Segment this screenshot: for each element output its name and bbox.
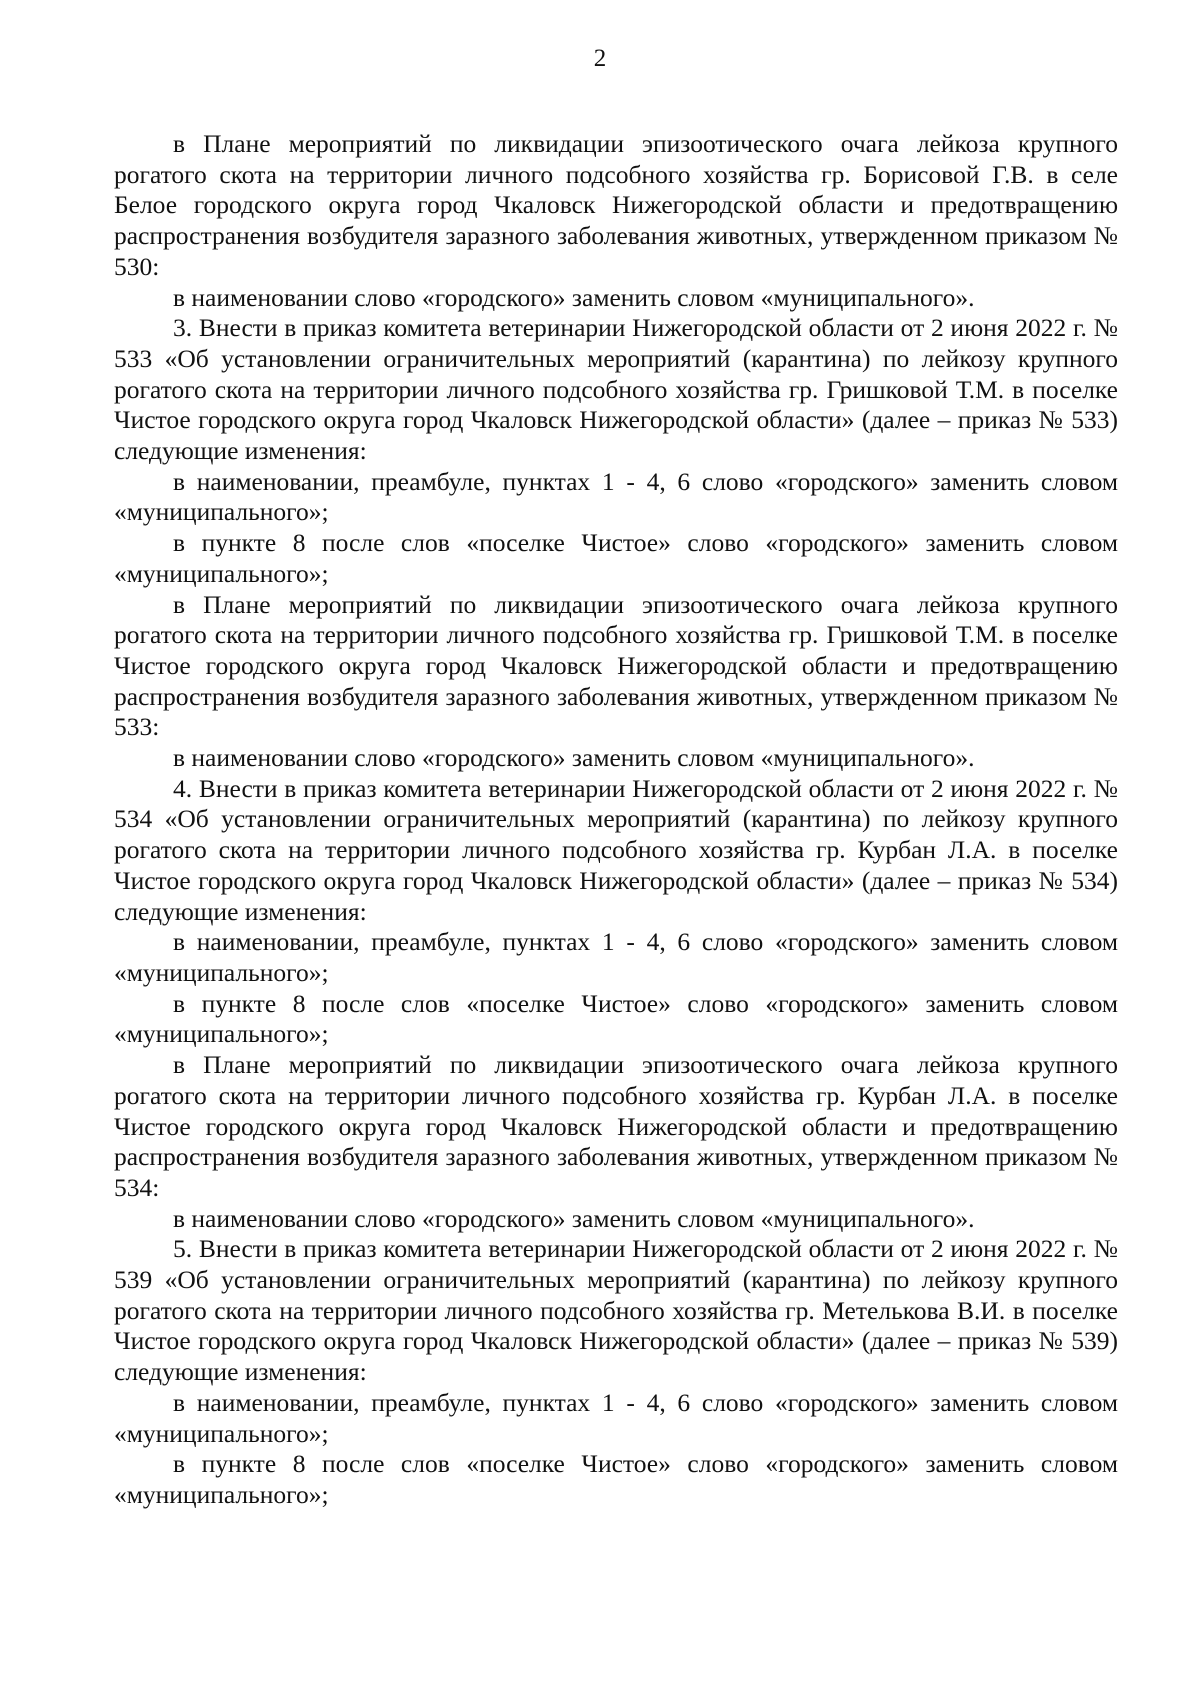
paragraph: в наименовании слово «городского» заменить словом «муниципального».	[173, 1203, 975, 1233]
page-number: 2	[593, 45, 607, 72]
paragraph: в пункте 8 после слов «поселке Чистое» слово «городского» заменить словом «муниципального»;	[114, 528, 1118, 588]
paragraph: 4. Внести в приказ комитета ветеринарии Нижегородской области от 2 июня 2022 г. № 534 «Об установлении ограничительных мероприятий (карантина) по лейкозу крупного рогатого скота на территории личного подсобного хозяйства гр. Курбан Л.А. в поселке Чистое городского округа город Чкаловск Нижегородской области» (далее – приказ № 534) следующие изменения:	[114, 773, 1118, 926]
paragraph: в пункте 8 после слов «поселке Чистое» слово «городского» заменить словом «муниципального»;	[114, 988, 1118, 1049]
paragraph: в наименовании, преамбуле, пунктах 1 - 4, 6 слово «городского» заменить словом «муниципального»;	[114, 1387, 1118, 1448]
document-body	[114, 129, 1118, 1511]
paragraph: в Плане мероприятий по ликвидации эпизоотического очага лейкоза крупного рогатого скота на территории личного подсобного хозяйства гр. Курбан Л.А. в поселке Чистое городского округа город Чкаловск Нижегородской области и предотвращению распространения возбудителя заразного заболевания животных, утвержденном приказом № 534:	[114, 1050, 1118, 1202]
paragraph: 3. Внести в приказ комитета ветеринарии Нижегородской области от 2 июня 2022 г. № 533 «Об установлении ограничительных мероприятий (карантина) по лейкозу крупного рогатого скота на территории личного подсобного хозяйства гр. Гришковой Т.М. в поселке Чистое городского округа город Чкаловск Нижегородской области» (далее – приказ № 533) следующие изменения:	[114, 313, 1118, 466]
paragraph: в пункте 8 после слов «поселке Чистое» слово «городского» заменить словом «муниципального»;	[114, 1449, 1118, 1509]
paragraph: в Плане мероприятий по ликвидации эпизоотического очага лейкоза крупного рогатого скота на территории личного подсобного хозяйства гр. Гришковой Т.М. в поселке Чистое городского округа город Чкаловск Нижегородской области и предотвращению распространения возбудителя заразного заболевания животных, утвержденном приказом № 533:	[114, 589, 1118, 742]
paragraph: в наименовании слово «городского» заменить словом «муниципального».	[173, 743, 975, 773]
paragraph: 5. Внести в приказ комитета ветеринарии Нижегородской области от 2 июня 2022 г. № 539 «Об установлении ограничительных мероприятий (карантина) по лейкозу крупного рогатого скота на территории личного подсобного хозяйства гр. Метелькова В.И. в поселке Чистое городского округа город Чкаловск Нижегородской области» (далее – приказ № 539) следующие изменения:	[114, 1234, 1118, 1387]
paragraph: в наименовании слово «городского» заменить словом «муниципального».	[173, 282, 975, 312]
paragraph: в Плане мероприятий по ликвидации эпизоотического очага лейкоза крупного рогатого скота на территории личного подсобного хозяйства гр. Борисовой Г.В. в селе Белое городского округа город Чкаловск Нижегородской области и предотвращению распространения возбудителя заразного заболевания животных, утвержденном приказом № 530:	[114, 129, 1118, 281]
paragraph: в наименовании, преамбуле, пунктах 1 - 4, 6 слово «городского» заменить словом «муниципального»;	[114, 466, 1118, 527]
paragraph: в наименовании, преамбуле, пунктах 1 - 4, 6 слово «городского» заменить словом «муниципального»;	[114, 927, 1118, 987]
